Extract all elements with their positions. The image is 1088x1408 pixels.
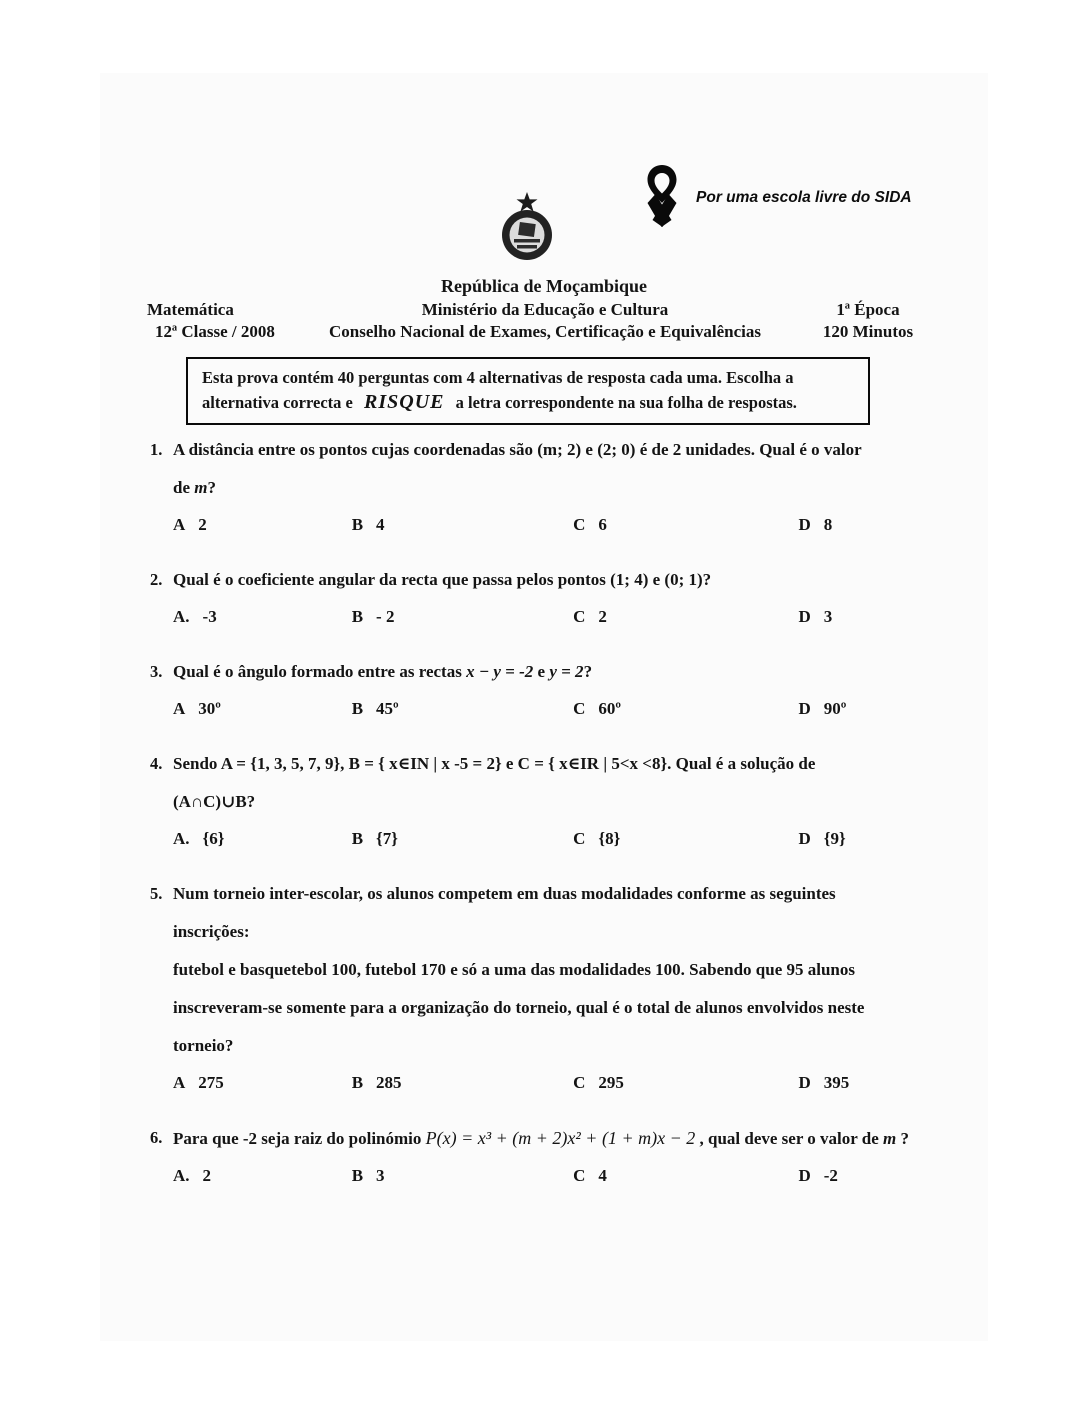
question-4-option-a	[173, 827, 352, 851]
option-letter: B	[351, 607, 364, 626]
question-number: 2.	[150, 570, 163, 589]
question-6-option-c	[573, 1164, 798, 1188]
question-3	[150, 653, 950, 721]
math-formula: x − y = -2	[466, 662, 534, 681]
option-letter: D	[798, 515, 811, 534]
question-body	[173, 431, 950, 537]
text-segment: de	[173, 478, 195, 497]
text-segment: e	[533, 662, 550, 681]
question-3-option-b	[352, 697, 573, 721]
math-formula: P(x) = x³ + (m + 2)x² + (1 + m)x − 2	[425, 1128, 696, 1148]
question-1-option-d	[798, 513, 950, 537]
question-6-option-a	[173, 1164, 352, 1188]
option-letter: C	[573, 515, 586, 534]
options-row	[173, 1164, 950, 1188]
option-value: 2	[598, 607, 607, 626]
question-4-option-d	[798, 827, 950, 851]
option-value: 295	[598, 1073, 624, 1092]
question-2-option-d	[798, 605, 950, 629]
question-text: A distância entre os pontos cujas coordenadas são (m; 2) e (2; 0) é de 2 unidades. Qual é o valor	[173, 440, 862, 459]
option-letter: B	[351, 699, 364, 718]
options-row	[173, 1071, 950, 1095]
option-letter: A.	[173, 607, 190, 626]
question-body	[173, 1119, 950, 1188]
option-value: 275	[198, 1073, 224, 1092]
option-value: 45º	[376, 699, 399, 718]
options-row	[173, 827, 950, 851]
option-letter: A.	[173, 1166, 190, 1185]
question-text: Sendo A = {1, 3, 5, 7, 9}, B = { x∈IN | x -5 = 2} e C = { x∈IR | 5<x <8}. Qual é a solução de	[173, 754, 816, 773]
question-text: Qual é o coeficiente angular da recta que passa pelos pontos (1; 4) e (0; 1)?	[173, 570, 712, 589]
question-number: 5.	[150, 884, 163, 903]
question-2	[150, 561, 950, 629]
question-1-option-b	[352, 513, 573, 537]
option-letter: D	[798, 607, 811, 626]
instructions-box	[186, 357, 870, 425]
question-body	[173, 561, 950, 629]
subject-label: Matemática	[147, 300, 234, 319]
options-row	[173, 513, 950, 537]
text-segment: ?	[207, 478, 216, 497]
question-5-option-b	[352, 1071, 573, 1095]
question-1	[150, 431, 950, 537]
anti-aids-banner	[630, 163, 918, 239]
header-center-column	[307, 299, 783, 343]
option-value: 4	[376, 515, 385, 534]
option-letter: A	[173, 515, 186, 534]
question-3-option-a	[173, 697, 352, 721]
question-text: futebol e basquetebol 100, futebol 170 e só a uma das modalidades 100. Sabendo que 95 alunos	[173, 960, 856, 979]
question-1-option-c	[573, 513, 798, 537]
question-5-option-a	[173, 1071, 352, 1095]
question-text: Num torneio inter-escolar, os alunos competem em duas modalidades conforme as seguintes	[173, 884, 836, 903]
text-segment: Para que -2 seja raiz do polinómio	[173, 1129, 426, 1148]
option-value: 3	[823, 607, 833, 626]
header-right-column	[783, 299, 953, 343]
question-5-option-d	[798, 1071, 950, 1095]
question-2-option-c	[573, 605, 798, 629]
question-5	[150, 875, 950, 1095]
header-left-column	[147, 299, 307, 343]
option-letter: C	[573, 829, 586, 848]
option-letter: B	[351, 515, 364, 534]
text-segment: Qual é o ângulo formado entre as rectas	[173, 662, 467, 681]
question-list	[150, 431, 950, 1212]
instructions-line2-post: a letra correspondente na sua folha de respostas.	[455, 393, 797, 412]
question-6-option-d	[798, 1164, 950, 1188]
math-variable: m	[883, 1129, 897, 1148]
option-value: 8	[823, 515, 833, 534]
question-6-option-b	[352, 1164, 573, 1188]
option-value: 2	[202, 1166, 212, 1185]
awareness-ribbon-icon	[630, 163, 694, 239]
scanned-exam-page	[100, 73, 988, 1341]
options-row	[173, 605, 950, 629]
option-value: -2	[823, 1166, 838, 1185]
question-text: (A∩C)∪B?	[173, 792, 256, 811]
option-letter: A	[173, 699, 186, 718]
option-letter: C	[573, 607, 586, 626]
exam-header	[100, 275, 988, 343]
option-letter: D	[798, 1073, 811, 1092]
question-text	[173, 653, 950, 691]
question-2-option-b	[352, 605, 573, 629]
option-letter: D	[798, 1166, 811, 1185]
option-letter: C	[573, 699, 586, 718]
question-body	[173, 653, 950, 721]
question-2-option-a	[173, 605, 352, 629]
question-3-option-c	[573, 697, 798, 721]
option-letter: C	[573, 1166, 586, 1185]
option-letter: D	[798, 699, 811, 718]
text-segment: ?	[896, 1129, 910, 1148]
option-letter: D	[798, 829, 811, 848]
option-letter: B	[351, 1073, 364, 1092]
question-number: 4.	[150, 754, 163, 773]
option-value: 3	[376, 1166, 385, 1185]
council-label: Conselho Nacional de Exames, Certificação e Equivalências	[328, 322, 762, 341]
option-value: 4	[598, 1166, 607, 1185]
duration-label: 120 Minutos	[822, 322, 914, 341]
epoch-label: 1ª Época	[836, 300, 900, 319]
ministry-label: Ministério da Educação e Cultura	[421, 300, 669, 319]
question-4	[150, 745, 950, 851]
risque-emphasis: RISQUE	[364, 391, 445, 413]
option-value: 6	[598, 515, 607, 534]
option-letter: A.	[173, 829, 190, 848]
question-1-option-a	[173, 513, 352, 537]
option-value: 395	[823, 1073, 850, 1092]
question-number: 3.	[150, 662, 163, 681]
question-3-option-d	[798, 697, 950, 721]
question-5-option-c	[573, 1071, 798, 1095]
question-number: 1.	[150, 440, 163, 459]
option-value: - 2	[376, 607, 395, 626]
options-row	[173, 697, 950, 721]
question-number: 6.	[150, 1128, 163, 1147]
option-value: {9}	[823, 829, 846, 848]
option-value: 285	[376, 1073, 402, 1092]
banner-slogan: Por uma escola livre do SIDA	[696, 189, 912, 206]
question-4-option-b	[352, 827, 573, 851]
question-text	[173, 469, 950, 507]
text-segment: , qual deve ser o valor de	[695, 1129, 884, 1148]
option-value: 90º	[823, 699, 847, 718]
option-value: 2	[198, 515, 207, 534]
math-formula: y = 2	[549, 662, 584, 681]
option-letter: B	[351, 1166, 364, 1185]
class-year-label: 12ª Classe / 2008	[155, 322, 275, 341]
text-segment: ?	[583, 662, 593, 681]
question-text: inscrições:	[173, 922, 250, 941]
header-columns	[100, 299, 988, 343]
option-value: {6}	[202, 829, 225, 848]
option-value: 30º	[198, 699, 221, 718]
option-value: 60º	[598, 699, 622, 718]
math-variable: m	[194, 478, 208, 497]
option-value: {8}	[598, 829, 621, 848]
option-value: -3	[202, 607, 217, 626]
question-text: inscreveram-se somente para a organização do torneio, qual é o total de alunos envolvidos neste	[173, 998, 865, 1017]
question-text: torneio?	[173, 1036, 234, 1055]
mozambique-emblem	[496, 190, 558, 270]
question-body	[173, 875, 950, 1095]
option-letter: B	[351, 829, 364, 848]
question-text	[173, 1119, 950, 1158]
question-body	[173, 745, 950, 851]
question-4-option-c	[573, 827, 798, 851]
option-value: {7}	[376, 829, 398, 848]
question-6	[150, 1119, 950, 1188]
option-letter: C	[573, 1073, 586, 1092]
option-letter: A	[173, 1073, 186, 1092]
republic-title: República de Moçambique	[440, 276, 647, 296]
instructions-line2	[202, 390, 854, 415]
instructions-line2-pre: alternativa correcta e	[202, 393, 353, 412]
instructions-line1: Esta prova contém 40 perguntas com 4 alternativas de resposta cada uma. Escolha a	[202, 368, 794, 387]
